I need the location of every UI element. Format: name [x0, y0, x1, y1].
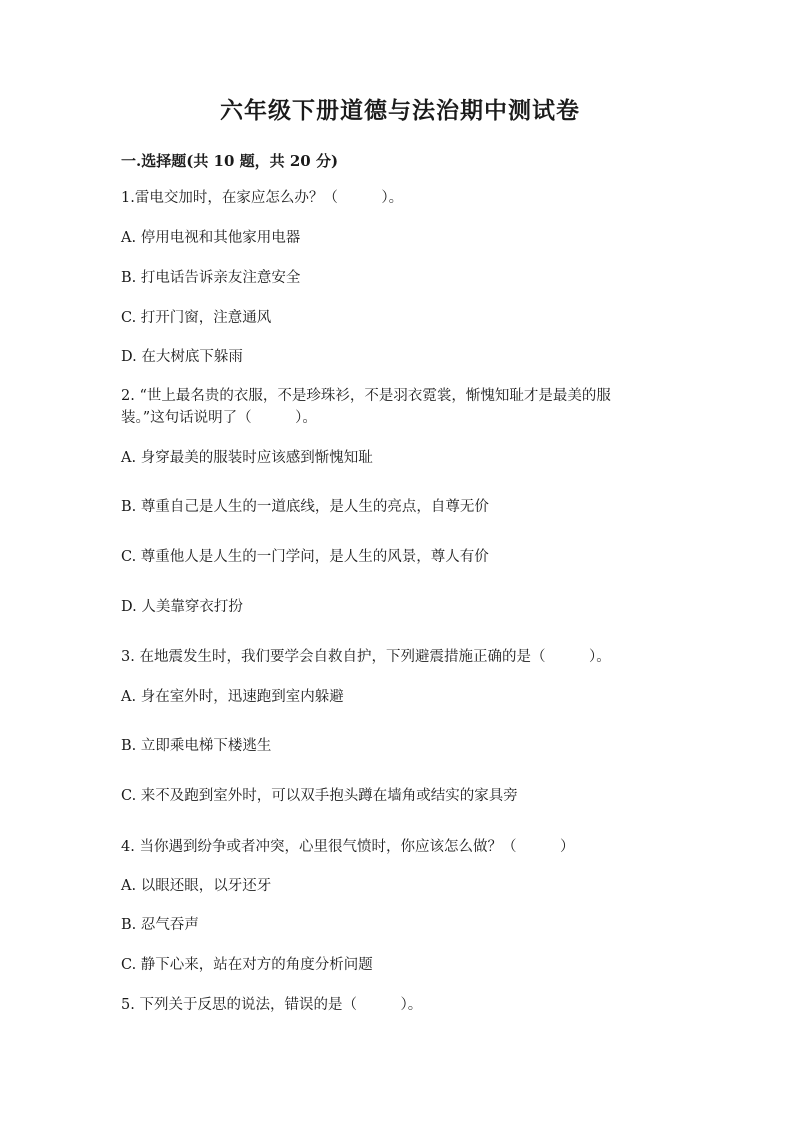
question-3-option-c: C. 来不及跑到室外时，可以双手抱头蹲在墙角或结实的家具旁	[121, 788, 518, 804]
question-4-stem: 4. 当你遇到纷争或者冲突，心里很气愤时，你应该怎么做？（ ）	[121, 839, 575, 855]
question-1-option-c: C. 打开门窗，注意通风	[121, 310, 272, 326]
question-3-option-a: A. 身在室外时，迅速跑到室内躲避	[121, 689, 344, 705]
question-4-option-b: B. 忍气吞声	[121, 917, 199, 933]
question-4-option-c: C. 静下心来，站在对方的角度分析问题	[121, 957, 373, 973]
question-2-option-c: C. 尊重他人是人生的一门学问，是人生的风景，尊人有价	[121, 549, 489, 565]
question-3-option-b: B. 立即乘电梯下楼逃生	[121, 738, 272, 754]
question-3-stem: 3. 在地震发生时，我们要学会自救自护，下列避震措施正确的是（ ）。	[121, 649, 611, 665]
question-1-option-a: A. 停用电视和其他家用电器	[121, 230, 301, 246]
question-5-stem: 5. 下列关于反思的说法，错误的是（ ）。	[121, 997, 423, 1013]
section-heading: 一.选择题(共 10 题，共 20 分)	[121, 152, 339, 170]
page-title: 六年级下册道德与法治期中测试卷	[220, 97, 580, 124]
question-1-stem: 1.雷电交加时，在家应怎么办？（ ）。	[121, 190, 404, 206]
question-2-option-b: B. 尊重自己是人生的一道底线，是人生的亮点，自尊无价	[121, 499, 489, 515]
question-2-option-d: D. 人美靠穿衣打扮	[121, 599, 243, 615]
question-1-option-b: B. 打电话告诉亲友注意安全	[121, 270, 301, 286]
question-2-stem-line-2: 装。”这句话说明了（ ）。	[121, 410, 317, 426]
question-4-option-a: A. 以眼还眼，以牙还牙	[121, 878, 272, 894]
question-1-option-d: D. 在大树底下躲雨	[121, 349, 243, 365]
question-2-stem-line-1: 2. “世上最名贵的衣服，不是珍珠衫，不是羽衣霓裳，惭愧知耻才是最美的服	[121, 388, 611, 404]
question-2-option-a: A. 身穿最美的服装时应该感到惭愧知耻	[121, 450, 373, 466]
